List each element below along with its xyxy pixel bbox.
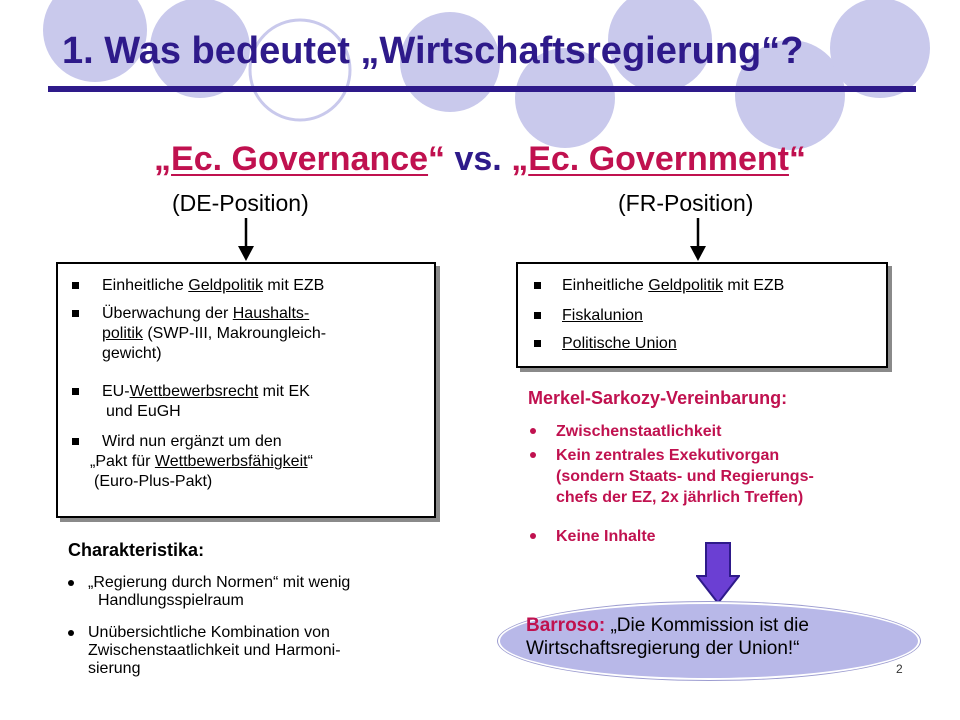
bullet-square-icon [534, 312, 541, 319]
list-item: Fiskalunion [562, 307, 643, 324]
list-item: Zwischenstaatlichkeit [556, 423, 722, 440]
list-item: EU-Wettbewerbsrecht mit EK und EuGH [102, 383, 310, 420]
close-quote-left: “ [428, 140, 446, 178]
bullet-square-icon [72, 438, 79, 445]
vs-label: vs. [445, 140, 512, 178]
governance-box [56, 262, 436, 518]
list-item: Einheitliche Geldpolitik mit EZB [102, 277, 325, 294]
page-number: 2 [896, 662, 903, 676]
de-position-label: (DE-Position) [172, 190, 309, 216]
headline [0, 140, 960, 179]
close-quote-right: “ [788, 140, 806, 178]
list-item: Einheitliche Geldpolitik mit EZB [562, 277, 785, 294]
list-item: Keine Inhalte [556, 528, 656, 545]
bullet-dot-icon [530, 533, 536, 539]
fr-position-label: (FR-Position) [618, 190, 754, 216]
term-governance: Ec. Governance [171, 140, 429, 178]
bullet-dot-icon [68, 630, 74, 636]
decor-circle [830, 0, 930, 98]
title-rule [48, 86, 916, 92]
list-item: Politische Union [562, 335, 677, 352]
bullet-dot-icon [530, 452, 536, 458]
open-quote-left: „ [154, 140, 172, 178]
bullet-dot-icon [68, 580, 74, 586]
barroso-name: Barroso: [526, 615, 606, 636]
barroso-quote: Barroso: „Die Kommission ist die Wirtschaftsregierung der Union!“ [526, 615, 809, 659]
arrow-down-icon [688, 218, 708, 262]
list-item: „Regierung durch Normen“ mit wenig Handlungsspielraum [88, 574, 351, 609]
term-government: Ec. Government [528, 140, 789, 178]
bullet-square-icon [534, 282, 541, 289]
open-quote-right: „ [511, 140, 529, 178]
bullet-square-icon [72, 282, 79, 289]
bullet-dot-icon [530, 428, 536, 434]
list-item: Wird nun ergänzt um den „Pakt für Wettbewerbsfähigkeit“ (Euro-Plus-Pakt) [90, 433, 313, 490]
bullet-square-icon [72, 310, 79, 317]
agreement-heading: Merkel-Sarkozy-Vereinbarung: [528, 388, 788, 408]
characteristics-heading: Charakteristika: [68, 540, 205, 560]
list-item: Überwachung der Haushalts- politik (SWP-III, Makroungleich- gewicht) [102, 305, 327, 362]
bullet-square-icon [72, 388, 79, 395]
slide-title: 1. Was bedeutet „Wirtschaftsregierung“? [62, 30, 804, 72]
government-box [516, 262, 888, 368]
block-arrow-down-icon [696, 542, 740, 604]
list-item: Unübersichtliche Kombination von Zwischenstaatlichkeit und Harmoni- sierung [88, 624, 341, 677]
bullet-square-icon [534, 340, 541, 347]
list-item: Kein zentrales Exekutivorgan (sondern Staats- und Regierungs- chefs der EZ, 2x jährlich Treffen) [556, 447, 814, 506]
arrow-down-icon [236, 218, 256, 262]
